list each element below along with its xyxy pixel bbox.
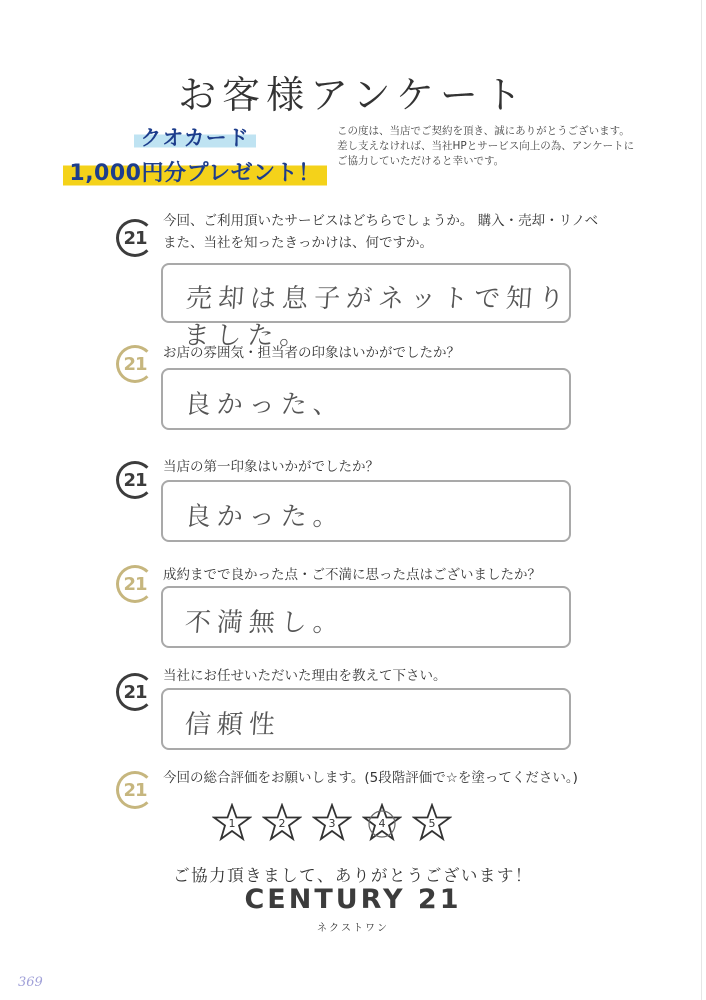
- question-line: 今回の総合評価をお願いします。(5段階評価で☆を塗ってください。): [163, 770, 578, 786]
- question-1-text: [163, 210, 598, 254]
- thanks-text: ご協力頂きまして、ありがとうございます！: [173, 866, 533, 885]
- page-title: お客様アンケート: [178, 73, 528, 117]
- promo-line-2: 1,000円分プレゼント！: [63, 156, 326, 187]
- answer-5-text: 信頼性: [183, 710, 282, 740]
- intro-line: 差し支えなければ、当社HPとサービス向上の為、アンケートに: [337, 140, 635, 152]
- question-line: 当社にお任せいただいた理由を教えて下さい。: [163, 668, 447, 684]
- star-rating-option[interactable]: [312, 803, 352, 843]
- intro-text: [337, 124, 657, 169]
- century21-logo-icon: 21: [116, 345, 154, 383]
- star-rating-option-selected[interactable]: [362, 803, 402, 843]
- rating-stars: [212, 803, 452, 843]
- star-number: 1: [228, 817, 236, 830]
- question-line: お店の雰囲気・担当者の印象はいかがでしたか？: [163, 345, 460, 361]
- answer-3-text: 良かった。: [183, 502, 346, 532]
- answer-box-3[interactable]: [161, 480, 571, 542]
- star-number: 4: [378, 817, 386, 830]
- star-rating-option[interactable]: [212, 803, 252, 843]
- promo-line-1: クオカード: [134, 126, 255, 150]
- promo-banner: [60, 122, 330, 187]
- question-3-text: [163, 456, 379, 478]
- century21-logo-icon: 21: [116, 461, 154, 499]
- answer-4-text: 不満無し。: [183, 608, 346, 638]
- century21-logo-icon: 21: [116, 565, 154, 603]
- answer-box-4[interactable]: [161, 586, 571, 648]
- star-rating-option[interactable]: [412, 803, 452, 843]
- answer-box-2[interactable]: [161, 368, 571, 430]
- answer-box-1[interactable]: [161, 263, 572, 351]
- answer-1-text: 売却は息子がネットで知りました。: [182, 284, 572, 351]
- question-6-text: [163, 767, 578, 789]
- page-edge: [701, 0, 702, 1000]
- century21-logo-icon: 21: [116, 219, 154, 257]
- question-line: 当店の第一印象はいかがでしたか？: [163, 459, 379, 475]
- question-line: 成約までで良かった点・ご不満に思った点はございましたか？: [163, 567, 541, 583]
- question-line: 今回、ご利用頂いたサービスはどちらでしょうか。 購入・売却・リノベ: [163, 213, 599, 229]
- answer-2-text: 良かった、: [183, 390, 346, 420]
- question-2-text: [163, 342, 460, 364]
- brand-logo: CENTURY 21: [244, 884, 462, 915]
- question-5-text: [163, 665, 447, 687]
- star-rating-option[interactable]: [262, 803, 302, 843]
- star-number: 2: [278, 817, 286, 830]
- question-line: また、当社を知ったきっかけは、何ですか。: [163, 235, 433, 251]
- star-number: 3: [328, 817, 336, 830]
- question-4-text: [163, 564, 541, 586]
- brand-subtitle: ネクストワン: [317, 923, 389, 934]
- intro-line: この度は、当店でご契約を頂き、誠にありがとうございます。: [337, 125, 630, 137]
- century21-logo-icon: 21: [116, 771, 154, 809]
- intro-line: ご協力していただけると幸いです。: [337, 155, 505, 167]
- star-number: 5: [428, 817, 436, 830]
- page-number: 369: [18, 975, 43, 990]
- century21-logo-icon: 21: [116, 673, 154, 711]
- answer-box-5[interactable]: [161, 688, 571, 750]
